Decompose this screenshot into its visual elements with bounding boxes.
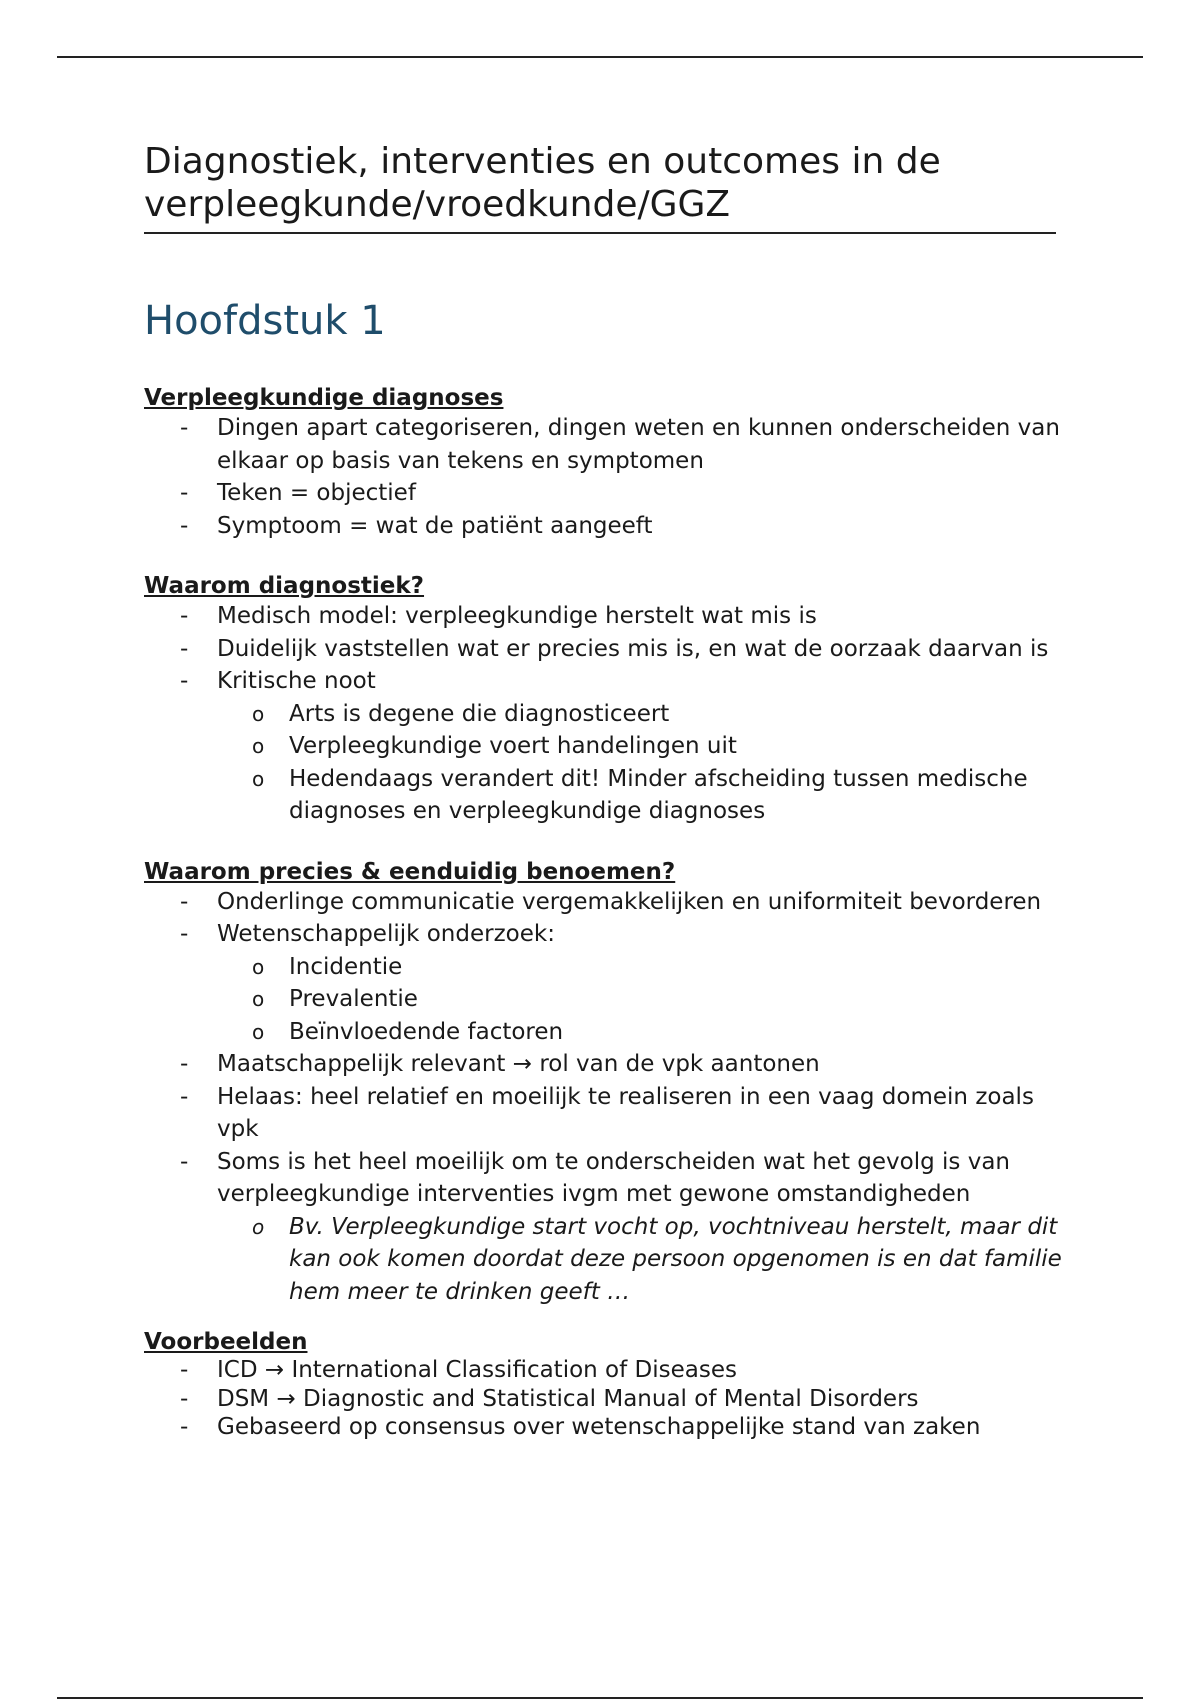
title-line-1: Diagnostiek, interventies en outcomes in de xyxy=(144,141,941,182)
sublist-item-example: o Bv. Verpleegkundige start vocht op, vochtniveau herstelt, maar dit kan ook komen doordat deze persoon opgenomen is en dat familie hem meer te drinken geeft … xyxy=(144,1211,1064,1309)
sublist-critical-note xyxy=(217,698,1064,828)
list-item: - Helaas: heel relatief en moeilijk te realiseren in een vaag domein zoals vpk xyxy=(144,1081,1064,1146)
list-item: - Gebaseerd op consensus over wetenschappelijke stand van zaken xyxy=(144,1413,1064,1442)
list-item: - Maatschappelijk relevant → rol van de vpk aantonen xyxy=(144,1048,1064,1081)
list-item: - ICD → International Classification of Diseases xyxy=(144,1356,1064,1385)
sublist-item: o Verpleegkundige voert handelingen uit xyxy=(144,730,1064,763)
list-item: - Duidelijk vaststellen wat er precies mis is, en wat de oorzaak daarvan is xyxy=(144,633,1064,666)
list-item-text: Kritische noot xyxy=(217,668,376,694)
section-heading-naming: Waarom precies & eenduidig benoemen? xyxy=(144,858,676,885)
list-item: - Teken = objectief xyxy=(144,477,1064,510)
list-item xyxy=(144,1146,1064,1309)
sublist-example xyxy=(217,1211,1064,1309)
list-why-diagnostics xyxy=(144,600,1064,828)
list-item: - Dingen apart categoriseren, dingen weten en kunnen onderscheiden van elkaar op basis van tekens en symptomen xyxy=(144,412,1064,477)
document-title xyxy=(144,140,1056,234)
sublist-item: o Hedendaags verandert dit! Minder afscheiding tussen medische diagnoses en verpleegkundige diagnoses xyxy=(144,763,1064,828)
section-heading-why-diagnostics: Waarom diagnostiek? xyxy=(144,573,425,599)
title-line-2: verpleegkunde/vroedkunde/GGZ xyxy=(144,184,731,225)
list-item xyxy=(144,665,1064,828)
chapter-heading: Hoofdstuk 1 xyxy=(144,298,386,344)
sublist-item: o Prevalentie xyxy=(144,983,1064,1016)
list-naming xyxy=(144,886,1064,1309)
list-item: - Medisch model: verpleegkundige herstelt wat mis is xyxy=(144,600,1064,633)
section-heading-examples: Voorbeelden xyxy=(144,1329,308,1355)
sublist-item: o Incidentie xyxy=(144,951,1064,984)
list-item-text: Wetenschappelijk onderzoek: xyxy=(217,921,555,947)
list-item-text: Soms is het heel moeilijk om te onderscheiden wat het gevolg is van verpleegkundige interventies ivgm met gewone omstandigheden xyxy=(217,1148,1011,1207)
top-rule xyxy=(57,56,1143,58)
document-body xyxy=(144,140,1064,1442)
bottom-rule xyxy=(57,1697,1143,1699)
list-item: - Symptoom = wat de patiënt aangeeft xyxy=(144,510,1064,543)
list-examples xyxy=(144,1356,1064,1442)
sublist-item: o Beïnvloedende factoren xyxy=(144,1016,1064,1049)
sublist-research xyxy=(217,951,1064,1049)
list-item xyxy=(144,918,1064,1048)
sublist-item: o Arts is degene die diagnosticeert xyxy=(144,698,1064,731)
list-item: - DSM → Diagnostic and Statistical Manual of Mental Disorders xyxy=(144,1385,1064,1414)
section-heading-diagnoses: Verpleegkundige diagnoses xyxy=(144,385,504,411)
list-item: - Onderlinge communicatie vergemakkelijken en uniformiteit bevorderen xyxy=(144,886,1064,919)
list-diagnoses xyxy=(144,412,1064,542)
